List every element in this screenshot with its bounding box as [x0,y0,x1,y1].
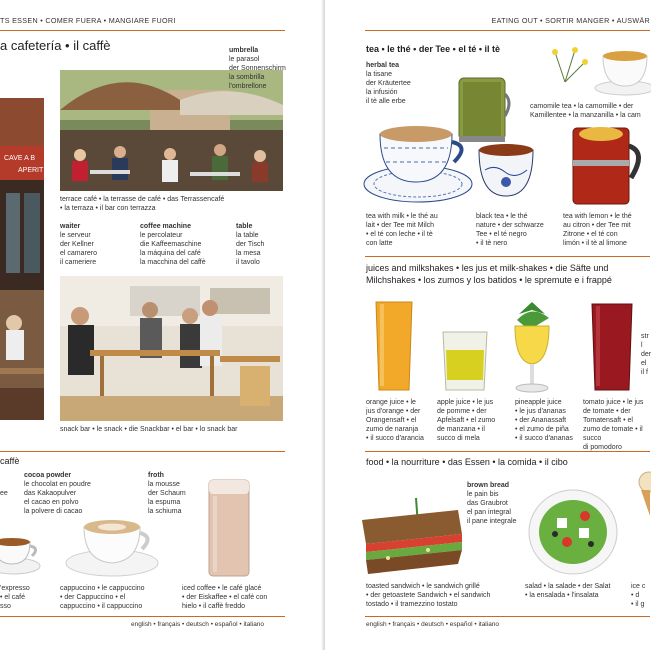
juice-edge-3: der [641,351,651,358]
lemon-line-2: au citron • der Tee mit [563,222,631,229]
juice-edge-2: l [641,342,643,349]
cocoa-de: das Kakaopulver [24,490,77,497]
espresso-line-1: 'expresso [0,585,30,592]
running-header-left: TS ESSEN • COMER FUERA • MANGIARE FUORI [0,16,176,25]
black-tea-photo [475,140,537,202]
herbal-en: herbal tea [366,62,400,69]
coffee-machine-it: la macchina del caffè [140,259,206,266]
tomato-line-5: di pomodoro [583,444,622,451]
toasted-sandwich-photo [358,498,464,578]
herbal-de: der Kräutertee [366,80,411,87]
espresso-line-2: • el café [0,594,26,601]
footer-languages-right: english • français • deutsch • español • italiano [366,621,500,628]
footer-rule-right [365,616,650,617]
camomile-line-1: camomile tea • la camomille • der [530,103,634,110]
svg-text:CAVE A B: CAVE A B [4,155,35,162]
coffee-machine-en: coffee machine [140,223,191,230]
tea-with-milk-photo [362,118,474,206]
umbrella-it: l'ombrellone [229,83,267,90]
pineapple-line-5: • il succo d'ananas [515,435,573,442]
footer-rule-left [0,616,285,617]
herbal-fr: la tisane [366,71,393,78]
milk-line-3: • el té con leche • il tè [366,231,433,238]
table-es: la mesa [236,250,261,257]
terrace-line-1: terrace café • la terrasse de café • das Terrassencafé [60,196,225,203]
brown-bread-it: il pane integrale [467,518,517,525]
froth-fr: la mousse [148,481,180,488]
running-header-right: EATING OUT • SORTIR MANGER • AUSWÄR [491,16,650,25]
juice-edge-4: el [641,360,647,367]
ice-cream-label-fragment [631,582,645,609]
lemon-line-3: Zitrone • el té con [563,231,618,238]
svg-text:APERIT: APERIT [18,167,44,174]
apple-juice-label [437,398,495,443]
header-rule-right [365,30,650,31]
coffee-left-fragment: ee [0,490,8,497]
herbal-es: la infusión [366,89,398,96]
terrace-label [60,195,224,213]
tea-title-text: tea • le thé • der Tee • el té • il tè [366,44,500,54]
waiter-de: der Kellner [60,241,94,248]
apple-line-1: apple juice • le jus [437,399,494,406]
juice-edge-5: il f [641,369,648,376]
toasted-sandwich-label [366,582,490,609]
brown-bread-de: das Graubrot [467,500,508,507]
salad-line-2: • la ensalada • l'insalata [525,592,599,599]
apple-line-3: Apfelsaft • el zumo [437,417,496,424]
black-line-4: • il tè nero [476,240,508,247]
froth-it: la schiuma [148,508,182,515]
tomato-line-2: de tomate • der [583,408,631,415]
apple-line-5: succo di mela [437,435,480,442]
pineapple-line-4: • el zumo de piña [515,426,569,433]
tomato-line-3: Tomatensaft • el [583,417,633,424]
cafe-title: a cafetería • il caffè [0,38,111,53]
tea-title [366,43,500,55]
milk-line-2: lait • der Tee mit Milch [366,222,435,229]
espresso-label [0,584,30,611]
table-label [236,222,264,267]
food-title: food • la nourriture • das Essen • la comida • il cibo [366,457,568,467]
milk-line-1: tea with milk • le thé au [366,213,438,220]
espresso-line-3: sso [0,603,11,610]
iced-coffee-line-3: hielo • il caffè freddo [182,603,246,610]
umbrella-fr: le parasol [229,56,260,63]
cappuccino-line-2: • der Cappuccino • el [60,594,126,601]
froth-es: la espuma [148,499,181,506]
apple-line-4: de manzana • il [437,426,485,433]
lemon-line-4: limón • il tè al limone [563,240,627,247]
tomato-juice-label [583,398,650,452]
terrace-line-2: • la terraza • il bar con terrazza [60,205,156,212]
black-line-2: nature • der schwarze [476,222,544,229]
iced-coffee-line-1: iced coffee • le café glacé [182,585,262,592]
header-rule [0,30,285,31]
salad-photo [527,484,619,580]
juices-title-2: Milchshakes • los zumos y los batidos • le spremute e i frappé [366,275,612,285]
froth-en: froth [148,472,164,479]
lemon-line-1: tea with lemon • le thé [563,213,632,220]
camomile-line-2: Kamillentee • la manzanilla • la cam [530,112,641,119]
table-en: table [236,223,253,230]
pineapple-line-3: • der Ananassaft [515,417,567,424]
cappuccino-line-1: cappuccino • le cappuccino [60,585,145,592]
coffee-section-title: caffè [0,456,20,466]
right-page [325,0,650,650]
salad-line-1: salad • la salade • der Salat [525,583,611,590]
cocoa-es: el cacao en polvo [24,499,79,506]
pineapple-line-2: • le jus d'ananas [515,408,566,415]
umbrella-en: umbrella [229,47,259,54]
orange-line-3: Orangensaft • el [366,417,417,424]
camomile-tea-photo [545,42,650,98]
snack-bar-photo [60,276,283,421]
waiter-es: el camarero [60,250,97,257]
pineapple-juice-label [515,398,573,443]
table-de: der Tisch [236,241,265,248]
iced-coffee-photo [205,478,253,580]
tea-with-lemon-photo [565,120,647,210]
espresso-photo [0,520,45,580]
orange-line-5: • il succo d'arancia [366,435,424,442]
black-tea-label [476,212,544,248]
brown-bread-en: brown bread [467,482,510,489]
coffee-machine-de: die Kaffeemaschine [140,241,202,248]
iced-coffee-line-2: • der Eiskaffee • el café con [182,594,268,601]
tomato-juice-photo [590,302,634,392]
tomato-line-1: tomato juice • le jus [583,399,644,406]
orange-line-2: jus d'orange • der [366,408,421,415]
cocoa-fr: le chocolat en poudre [24,481,91,488]
tea-with-lemon-label [563,212,632,248]
tea-with-milk-label [366,212,438,248]
black-line-1: black tea • le thé [476,213,528,220]
apple-line-2: de pomme • der [437,408,487,415]
snack-bar-label: snack bar • le snack • die Snackbar • el bar • lo snack bar [60,426,238,433]
froth-de: der Schaum [148,490,186,497]
juice-edge-fragment [641,332,651,377]
coffee-rule [0,451,285,452]
herbal-tea-label [366,61,411,106]
orange-line-1: orange juice • le [366,399,416,406]
salad-label [525,582,610,600]
coffee-machine-fr: le percolateur [140,232,183,239]
orange-juice-photo [374,300,414,392]
pineapple-juice-photo [499,300,565,395]
cocoa-it: la polvere di cacao [24,508,83,515]
juices-rule [365,256,650,257]
sandwich-line-2: • der getoastete Sandwich • el sandwich [366,592,491,599]
iced-coffee-label [182,584,267,611]
ice-cream-edge-3: • il g [631,601,645,608]
herbal-it: il tè alle erbe [366,98,406,105]
tomato-line-4: zumo de tomate • il succo [583,426,643,442]
sandwich-line-1: toasted sandwich • le sandwich grillé [366,583,480,590]
waiter-fr: le serveur [60,232,91,239]
milk-line-4: con latte [366,240,393,247]
table-it: il tavolo [236,259,260,266]
brown-bread-label [467,481,516,526]
cappuccino-photo [64,505,160,580]
brown-bread-es: el pan integral [467,509,511,516]
waiter-label [60,222,97,267]
waiter-it: il cameriere [60,259,97,266]
umbrella-es: la sombrilla [229,74,265,81]
table-fr: la table [236,232,259,239]
orange-line-4: zumo de naranja [366,426,419,433]
ice-cream-edge-1: ice c [631,583,646,590]
ice-cream-edge-2: • d [631,592,640,599]
juices-title-1: juices and milkshakes • les jus et milk-shakes • die Säfte und [366,263,609,273]
camomile-label [530,102,641,120]
juice-edge-1: str [641,333,649,340]
umbrella-de: der Sonnenschirm [229,65,286,72]
brown-bread-fr: le pain bis [467,491,499,498]
coffee-machine-es: la máquina del café [140,250,201,257]
pineapple-line-1: pineapple juice [515,399,562,406]
left-page [0,0,325,650]
ice-cream-photo [635,470,650,520]
waiter-en: waiter [60,223,81,230]
cappuccino-line-3: cappuccino • il cappuccino [60,603,143,610]
cappuccino-label [60,584,145,611]
umbrella-label [229,46,286,91]
orange-juice-label [366,398,424,443]
sandwich-line-3: tostado • il tramezzino tostato [366,601,458,608]
apple-juice-photo [441,330,489,392]
cocoa-en: cocoa powder [24,472,72,479]
footer-languages-left: english • français • deutsch • español • italiano [131,621,265,628]
street-cafe-photo [0,98,44,420]
coffee-machine-label [140,222,206,267]
black-line-3: Tee • el té negro [476,231,527,238]
food-rule [365,451,650,452]
